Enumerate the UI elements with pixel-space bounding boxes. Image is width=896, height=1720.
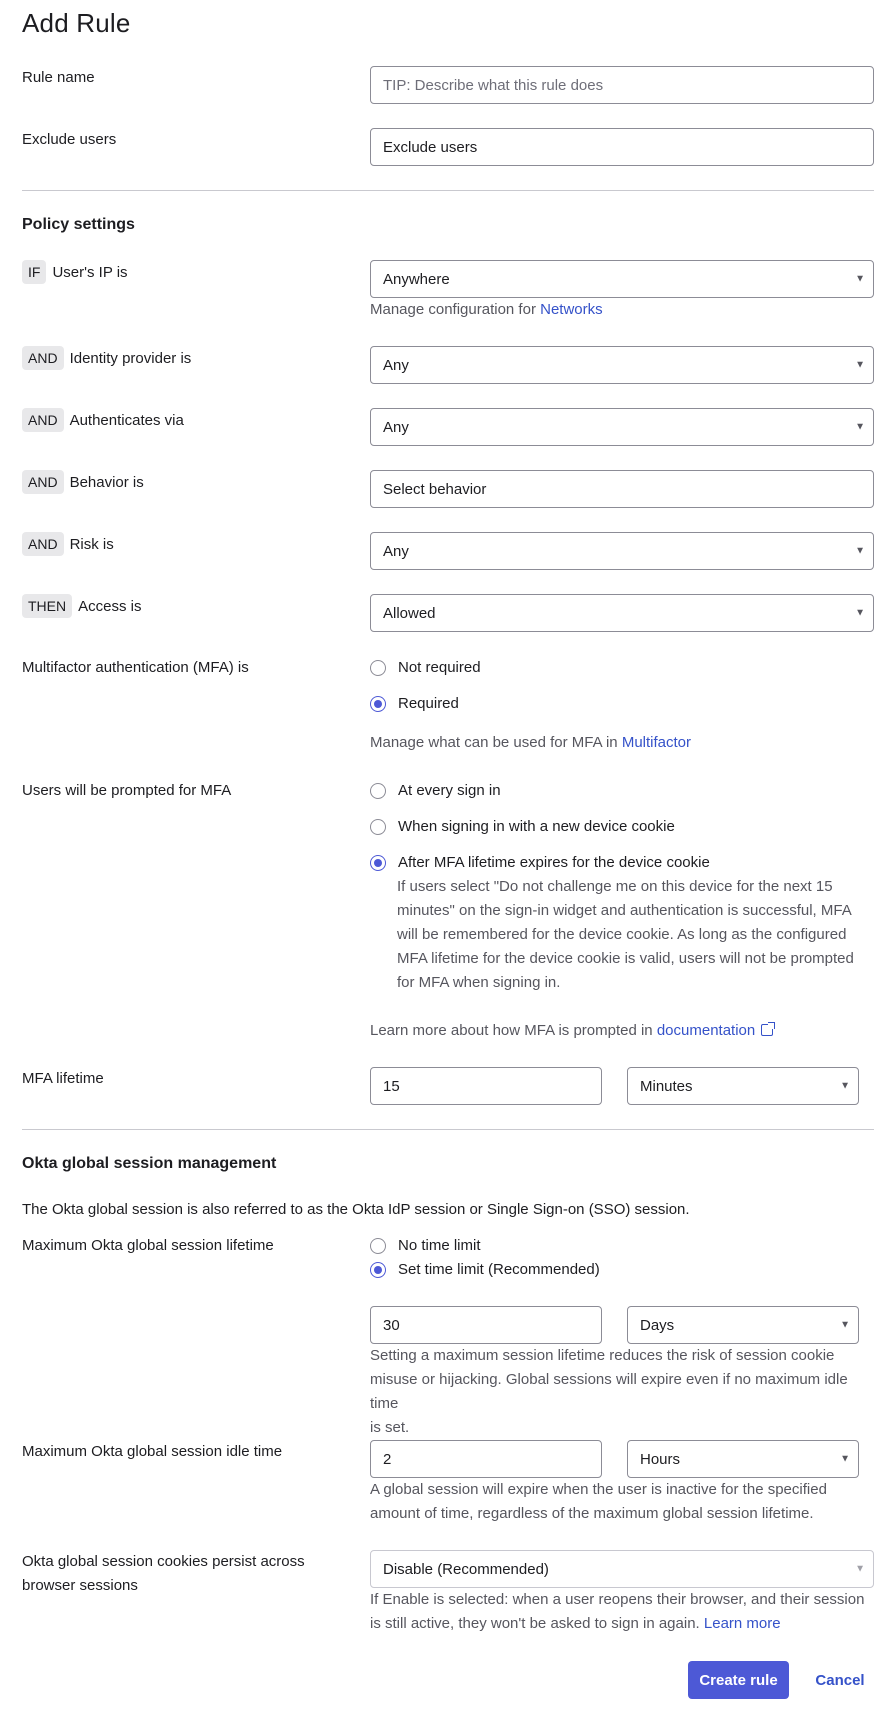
prompt-label: Users will be prompted for MFA bbox=[22, 782, 232, 799]
lifetime-option-label: No time limit bbox=[398, 1237, 481, 1254]
mfa-option-label: Not required bbox=[398, 659, 481, 676]
networks-link[interactable]: Networks bbox=[540, 301, 603, 318]
desc-line: will be remembered for the device cookie. As long as the configured bbox=[397, 926, 847, 943]
unit-value: Minutes bbox=[640, 1077, 693, 1095]
access-select[interactable] bbox=[370, 594, 874, 632]
condition-ip bbox=[22, 260, 128, 284]
risk-label: Risk is bbox=[69, 535, 114, 553]
external-link-icon bbox=[761, 1024, 773, 1036]
desc-line: minutes" on the sign-in widget and authentication is successful, MFA bbox=[397, 902, 852, 919]
caret-down-icon: ▼ bbox=[840, 1453, 850, 1465]
help-line-text: is still active, they won't be asked to sign in again. bbox=[370, 1615, 700, 1632]
auth-select[interactable] bbox=[370, 408, 874, 446]
idle-time-unit-select[interactable] bbox=[627, 1440, 859, 1478]
documentation-link-label: documentation bbox=[656, 1022, 756, 1039]
page-title: Add Rule bbox=[22, 8, 131, 38]
persist-label-line: Okta global session cookies persist across bbox=[22, 1553, 305, 1570]
ip-select[interactable] bbox=[370, 260, 874, 298]
if-tag: IF bbox=[22, 260, 46, 284]
risk-select[interactable] bbox=[370, 532, 874, 570]
mfa-lifetime-label: MFA lifetime bbox=[22, 1070, 104, 1087]
caret-down-icon: ▼ bbox=[855, 545, 865, 557]
and-tag: AND bbox=[22, 346, 64, 370]
divider bbox=[22, 190, 874, 191]
prompt-option-label: When signing in with a new device cookie bbox=[398, 818, 675, 835]
idle-time-label: Maximum Okta global session idle time bbox=[22, 1443, 283, 1460]
idle-time-help bbox=[370, 1478, 880, 1526]
persist-label-line: browser sessions bbox=[22, 1577, 138, 1594]
caret-down-icon: ▼ bbox=[855, 607, 865, 619]
learn-more-link[interactable]: Learn more bbox=[703, 1615, 781, 1632]
risk-select-value: Any bbox=[383, 542, 409, 560]
create-rule-button[interactable]: Create rule bbox=[688, 1661, 789, 1699]
mfa-option-label: Required bbox=[398, 695, 459, 712]
radio-icon[interactable] bbox=[370, 1238, 386, 1254]
caret-down-icon: ▼ bbox=[855, 273, 865, 285]
auth-label: Authenticates via bbox=[69, 411, 184, 429]
divider bbox=[22, 1129, 874, 1130]
persist-label bbox=[22, 1550, 305, 1598]
cancel-button[interactable]: Cancel bbox=[815, 1671, 865, 1689]
caret-down-icon: ▼ bbox=[840, 1080, 850, 1092]
policy-settings-heading: Policy settings bbox=[22, 216, 135, 233]
mfa-help bbox=[370, 731, 691, 755]
mfa-option-required[interactable] bbox=[370, 692, 459, 716]
help-line: Setting a maximum session lifetime reduces the risk of session cookie bbox=[370, 1347, 835, 1364]
desc-line: for MFA when signing in. bbox=[397, 974, 561, 991]
unit-value: Hours bbox=[640, 1450, 681, 1468]
idp-select[interactable] bbox=[370, 346, 874, 384]
max-lifetime-input[interactable]: 30 bbox=[370, 1306, 602, 1344]
prompt-option-new-device[interactable] bbox=[370, 815, 675, 839]
help-line: misuse or hijacking. Global sessions will expire even if no maximum idle time bbox=[370, 1371, 848, 1412]
radio-selected-icon[interactable] bbox=[370, 696, 386, 712]
learn-more-help bbox=[370, 1019, 773, 1043]
desc-line: MFA lifetime for the device cookie is valid, users will not be prompted bbox=[397, 950, 854, 967]
condition-auth bbox=[22, 408, 184, 432]
radio-icon[interactable] bbox=[370, 660, 386, 676]
condition-risk bbox=[22, 532, 114, 556]
help-line: is set. bbox=[370, 1419, 410, 1436]
mfa-label: Multifactor authentication (MFA) is bbox=[22, 659, 249, 676]
access-label: Access is bbox=[78, 597, 142, 615]
condition-idp bbox=[22, 346, 191, 370]
prompt-option-every-sign-in[interactable] bbox=[370, 779, 501, 803]
mfa-help-text: Manage what can be used for MFA in bbox=[370, 734, 618, 751]
max-lifetime-unit-select[interactable] bbox=[627, 1306, 859, 1344]
lifetime-option-label: Set time limit (Recommended) bbox=[398, 1261, 600, 1278]
caret-down-icon: ▼ bbox=[855, 1563, 865, 1575]
unit-value: Days bbox=[640, 1316, 675, 1334]
networks-help-text: Manage configuration for bbox=[370, 301, 536, 318]
session-intro: The Okta global session is also referred to as the Okta IdP session or Single Sign-on (SSO) session. bbox=[22, 1201, 690, 1218]
exclude-users-label: Exclude users bbox=[22, 131, 117, 148]
max-lifetime-label: Maximum Okta global session lifetime bbox=[22, 1237, 274, 1254]
and-tag: AND bbox=[22, 532, 64, 556]
max-lifetime-help bbox=[370, 1344, 880, 1440]
desc-line: If users select "Do not challenge me on this device for the next 15 bbox=[397, 878, 833, 895]
idp-select-value: Any bbox=[383, 356, 409, 374]
help-line: amount of time, regardless of the maximum global session lifetime. bbox=[370, 1505, 814, 1522]
multifactor-link[interactable]: Multifactor bbox=[621, 734, 692, 751]
rule-name-input[interactable]: TIP: Describe what this rule does bbox=[370, 66, 874, 104]
radio-icon[interactable] bbox=[370, 819, 386, 835]
caret-down-icon: ▼ bbox=[840, 1319, 850, 1331]
then-tag: THEN bbox=[22, 594, 72, 618]
behavior-label: Behavior is bbox=[69, 473, 144, 491]
lifetime-option-set-limit[interactable] bbox=[370, 1258, 600, 1282]
lifetime-option-no-limit[interactable] bbox=[370, 1234, 481, 1258]
help-line: If Enable is selected: when a user reopens their browser, and their session bbox=[370, 1591, 865, 1608]
ip-select-value: Anywhere bbox=[383, 270, 450, 288]
persist-select-value: Disable (Recommended) bbox=[383, 1560, 549, 1578]
condition-behavior bbox=[22, 470, 144, 494]
idle-time-input[interactable]: 2 bbox=[370, 1440, 602, 1478]
idp-label: Identity provider is bbox=[69, 349, 192, 367]
radio-selected-icon[interactable] bbox=[370, 855, 386, 871]
session-heading: Okta global session management bbox=[22, 1155, 277, 1172]
documentation-link[interactable] bbox=[657, 1022, 773, 1039]
learn-more-text: Learn more about how MFA is prompted in bbox=[370, 1022, 653, 1039]
ip-label: User's IP is bbox=[52, 263, 128, 281]
mfa-option-not-required[interactable] bbox=[370, 656, 481, 680]
help-line: A global session will expire when the user is inactive for the specified bbox=[370, 1481, 827, 1498]
exclude-users-input[interactable]: Exclude users bbox=[370, 128, 874, 166]
radio-selected-icon[interactable] bbox=[370, 1262, 386, 1278]
persist-select[interactable] bbox=[370, 1550, 874, 1588]
caret-down-icon: ▼ bbox=[855, 359, 865, 371]
mfa-lifetime-unit-select[interactable] bbox=[627, 1067, 859, 1105]
help-line bbox=[370, 1612, 880, 1636]
prompt-option-label: At every sign in bbox=[398, 782, 501, 799]
behavior-input[interactable]: Select behavior bbox=[370, 470, 874, 508]
and-tag: AND bbox=[22, 408, 64, 432]
access-select-value: Allowed bbox=[383, 604, 436, 622]
radio-icon[interactable] bbox=[370, 783, 386, 799]
prompt-option-lifetime-expires[interactable] bbox=[370, 851, 710, 875]
auth-select-value: Any bbox=[383, 418, 409, 436]
networks-help bbox=[370, 298, 603, 322]
prompt-option-label: After MFA lifetime expires for the device cookie bbox=[398, 854, 710, 871]
prompt-description bbox=[397, 875, 867, 995]
and-tag: AND bbox=[22, 470, 64, 494]
rule-name-label: Rule name bbox=[22, 69, 95, 86]
caret-down-icon: ▼ bbox=[855, 421, 865, 433]
mfa-lifetime-input[interactable]: 15 bbox=[370, 1067, 602, 1105]
persist-help bbox=[370, 1588, 880, 1636]
condition-access bbox=[22, 594, 141, 618]
